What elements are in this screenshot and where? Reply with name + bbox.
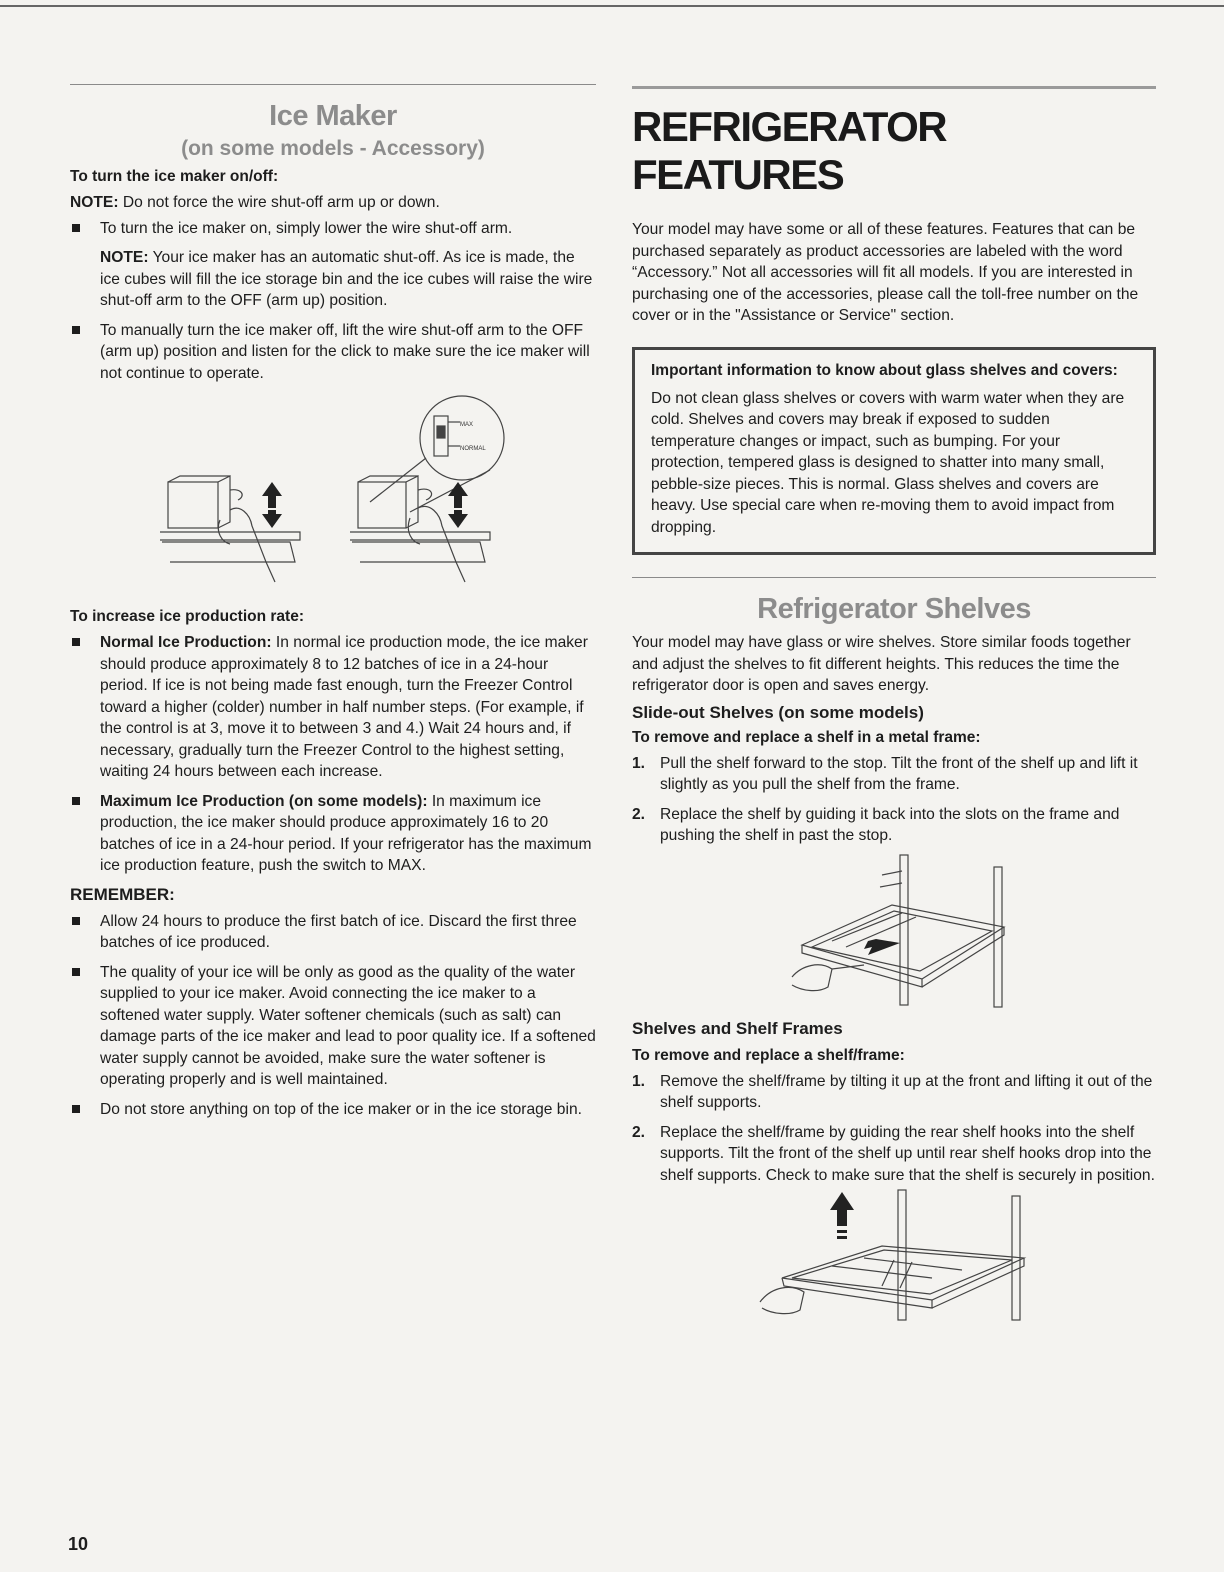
page-title: REFRIGERATOR FEATURES xyxy=(632,103,947,198)
ice-maker-subtitle: (on some models - Accessory) xyxy=(181,137,485,160)
metal-step: 2. Replace the shelf by guiding it back into the slots on the frame and pushing the shelf in past the stop. xyxy=(632,805,1120,844)
note-auto-shutoff: NOTE: Your ice maker has an automatic shut-off. As ice is made, the ice cubes will fill the ice storage bin and the ice cubes will raise the wire shut-off arm to the OFF (arm up) position. xyxy=(100,249,593,309)
ice-maker-title: Ice Maker xyxy=(269,100,397,132)
bullet-normal-production: Normal Ice Production: In normal ice production mode, the ice maker should produce approximately 8 to 12 batches of ice in a 24-hour period. If ice is not being made fast enough, turn the Freezer Control toward a higher (colder) number in half number steps. (For example, if the control is at 3, move it to between 3 and 4.) Wait 24 hours and, if necessary, gradually turn the Freezer Control to the highest setting, waiting 24 hours between each increase. xyxy=(70,632,596,783)
arrow-down-icon xyxy=(262,510,282,528)
metal-step: 1. Pull the shelf forward to the stop. Tilt the front of the shelf up and lift it slightly as you pull the shelf from the frame. xyxy=(632,754,1138,793)
arrow-left-icon xyxy=(864,939,900,955)
shelves-intro: Your model may have glass or wire shelves. Store similar foods together and adjust the shelves to fit different heights. This reduces the time the refrigerator door is open and saves energy. xyxy=(632,634,1131,694)
arrow-down-icon xyxy=(448,510,468,528)
shelf-frame-heading: To remove and replace a shelf/frame: xyxy=(632,1046,905,1064)
bullet-turn-off: To manually turn the ice maker off, lift the wire shut-off arm to the OFF (arm up) position and listen for the click to make sure the ice maker will not continue to operate. xyxy=(70,320,596,385)
shelves-title: Refrigerator Shelves xyxy=(757,593,1031,625)
slide-out-shelf-illustration xyxy=(632,847,1156,1017)
glass-warning-heading: Important information to know about glass shelves and covers: xyxy=(651,361,1118,379)
right-column xyxy=(632,0,1156,1326)
onoff-heading: To turn the ice maker on/off: xyxy=(70,168,279,185)
switch-normal-label: NORMAL xyxy=(460,446,486,452)
shelf-frame-illustration xyxy=(632,1186,1156,1326)
arrow-up-icon xyxy=(830,1192,854,1226)
remember-item: The quality of your ice will be only as good as the quality of the water supplied to your ice maker. Avoid connecting the ice maker to a softened water supply. Water softener chemicals (such as salt) can damage parts of the ice maker and lead to poor quality ice. If a softened water supply cannot be avoided, make sure the water softener is operating properly and is well maintained. xyxy=(70,962,596,1091)
shelf-frames-heading: Shelves and Shelf Frames xyxy=(632,1018,843,1038)
slide-out-heading: Slide-out Shelves (on some models) xyxy=(632,702,924,722)
arrow-up-icon xyxy=(262,482,282,508)
glass-warning-text: Do not clean glass shelves or covers with warm water when they are cold. Shelves and covers may break if exposed to sudden temperature changes or impact, such as bumping. For your protection, tempered glass is designed to shatter into many small, pebble-size pieces. This is normal. Glass shelves and covers are heavy. Use special care when re-moving them to avoid impact from dropping. xyxy=(651,389,1125,536)
page-number: 10 xyxy=(68,1534,89,1554)
increase-heading: To increase ice production rate: xyxy=(70,608,304,625)
bullet-turn-on: To turn the ice maker on, simply lower the wire shut-off arm. xyxy=(70,218,596,240)
remember-item: Allow 24 hours to produce the first batch of ice. Discard the first three batches of ice produced. xyxy=(70,911,596,954)
switch-max-label: MAX xyxy=(460,422,474,428)
left-column xyxy=(70,0,596,1120)
glass-warning-box xyxy=(632,347,1156,556)
bullet-max-production: Maximum Ice Production (on some models): In maximum ice production, the ice maker should produce approximately 16 to 20 batches of ice in a 24-hour period. If your refrigerator has the maximum ice production feature, push the switch to MAX. xyxy=(70,791,596,877)
arrow-up-icon xyxy=(448,482,468,508)
frame-step: 1. Remove the shelf/frame by tilting it up at the front and lifting it out of the shelf supports. xyxy=(632,1072,1153,1111)
frame-step: 2. Replace the shelf/frame by guiding the rear shelf hooks into the shelf supports. Tilt the front of the shelf up until rear shelf hooks drop into the shelf supports. Check to make sure that the shelf is securely in position. xyxy=(632,1123,1155,1184)
remember-item: Do not store anything on top of the ice maker or in the ice storage bin. xyxy=(70,1099,596,1121)
remember-heading: REMEMBER: xyxy=(70,884,175,904)
note-force: NOTE: Do not force the wire shut-off arm up or down. xyxy=(70,194,440,211)
ice-maker-illustration xyxy=(70,392,596,602)
features-intro: Your model may have some or all of these features. Features that can be purchased separately as product accessories are labeled with the word “Accessory.” Not all accessories will fit all models. If you are interested in purchasing one of the accessories, please call the toll-free number on the cover or in the "Assistance or Service" section. xyxy=(632,221,1139,324)
metal-frame-heading: To remove and replace a shelf in a metal frame: xyxy=(632,728,981,746)
